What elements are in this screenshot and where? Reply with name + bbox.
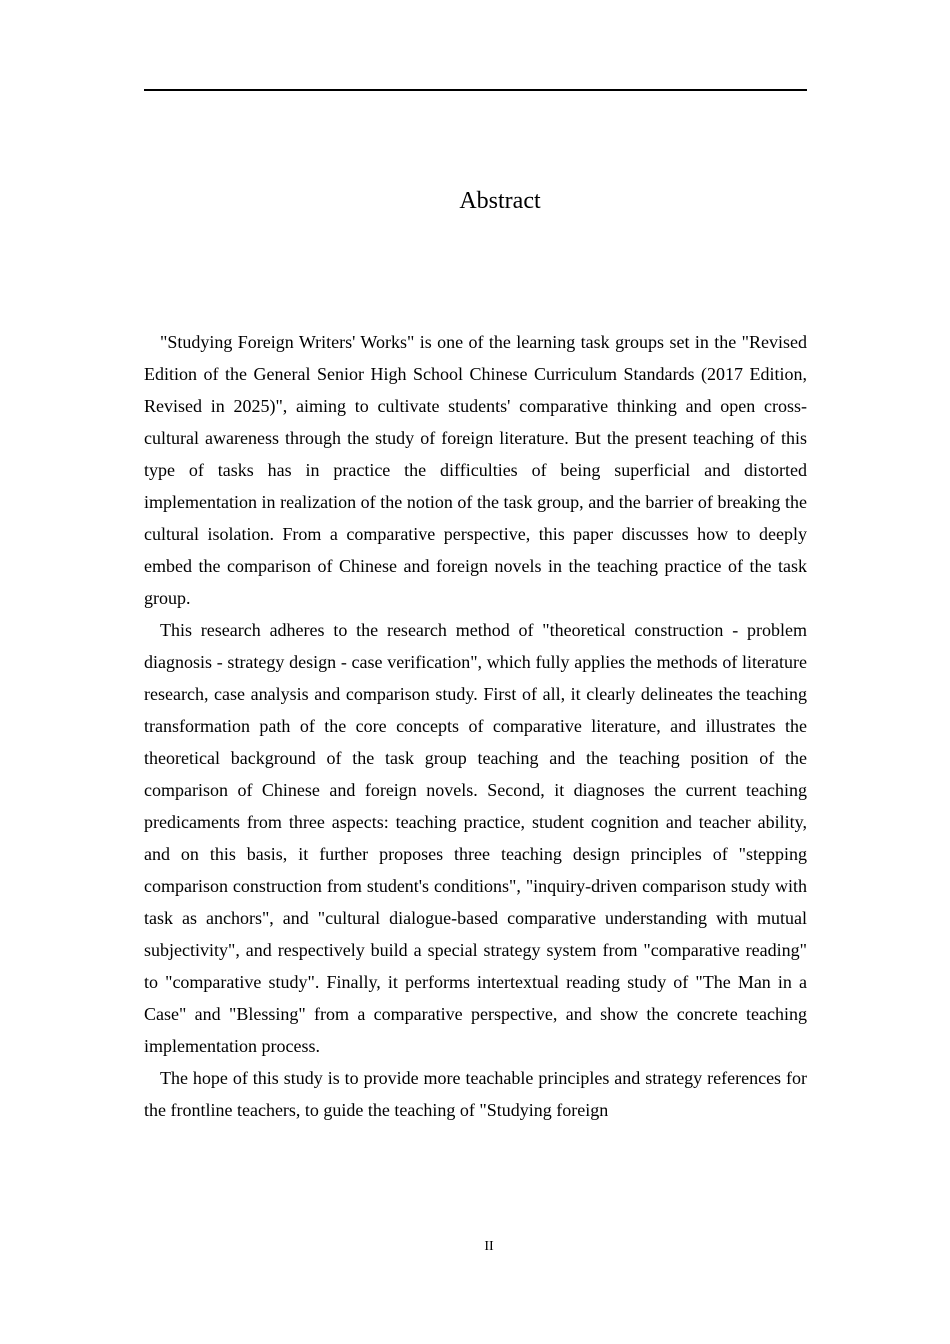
abstract-paragraph-2: This research adheres to the research method of "theoretical construction - problem diagnosis - strategy design - case verification", which fully applies the methods of literature research, case analysis and comparison study. First of all, it clearly delineates the teaching transformation path of the core concepts of comparative literature, and illustrates the theoretical background of the task group teaching and the teaching position of the comparison of Chinese and foreign novels. Second, it diagnoses the current teaching predicaments from three aspects: teaching practice, student cognition and teacher ability, and on this basis, it further proposes three teaching design principles of "stepping comparison construction from student's conditions", "inquiry-driven comparison study with task as anchors", and "cultural dialogue-based comparative understanding with mutual subjectivity", and respectively build a special strategy system from "comparative reading" to "comparative study". Finally, it performs intertextual reading study of "The Man in a Case" and "Blessing" from a comparative perspective, and show the concrete teaching implementation process. [144,620,807,1056]
header-rule [144,89,807,91]
abstract-paragraph-3: The hope of this study is to provide more teachable principles and strategy references for the frontline teachers, to guide the teaching of "Studying foreign [144,1068,807,1120]
abstract-paragraph-1: "Studying Foreign Writers' Works" is one of the learning task groups set in the "Revised Edition of the General Senior High School Chinese Curriculum Standards (2017 Edition, Revised in 2025)", aiming to cultivate students' comparative thinking and open cross-cultural awareness through the study of foreign literature. But the present teaching of this type of tasks has in practice the difficulties of being superficial and distorted implementation in realization of the notion of the task group, and the barrier of breaking the cultural isolation. From a comparative perspective, this paper discusses how to deeply embed the comparison of Chinese and foreign novels in the teaching practice of the task group. [144,332,807,608]
abstract-body [144,326,807,1126]
page-title: Abstract [459,188,541,214]
page-number: II [484,1239,494,1254]
